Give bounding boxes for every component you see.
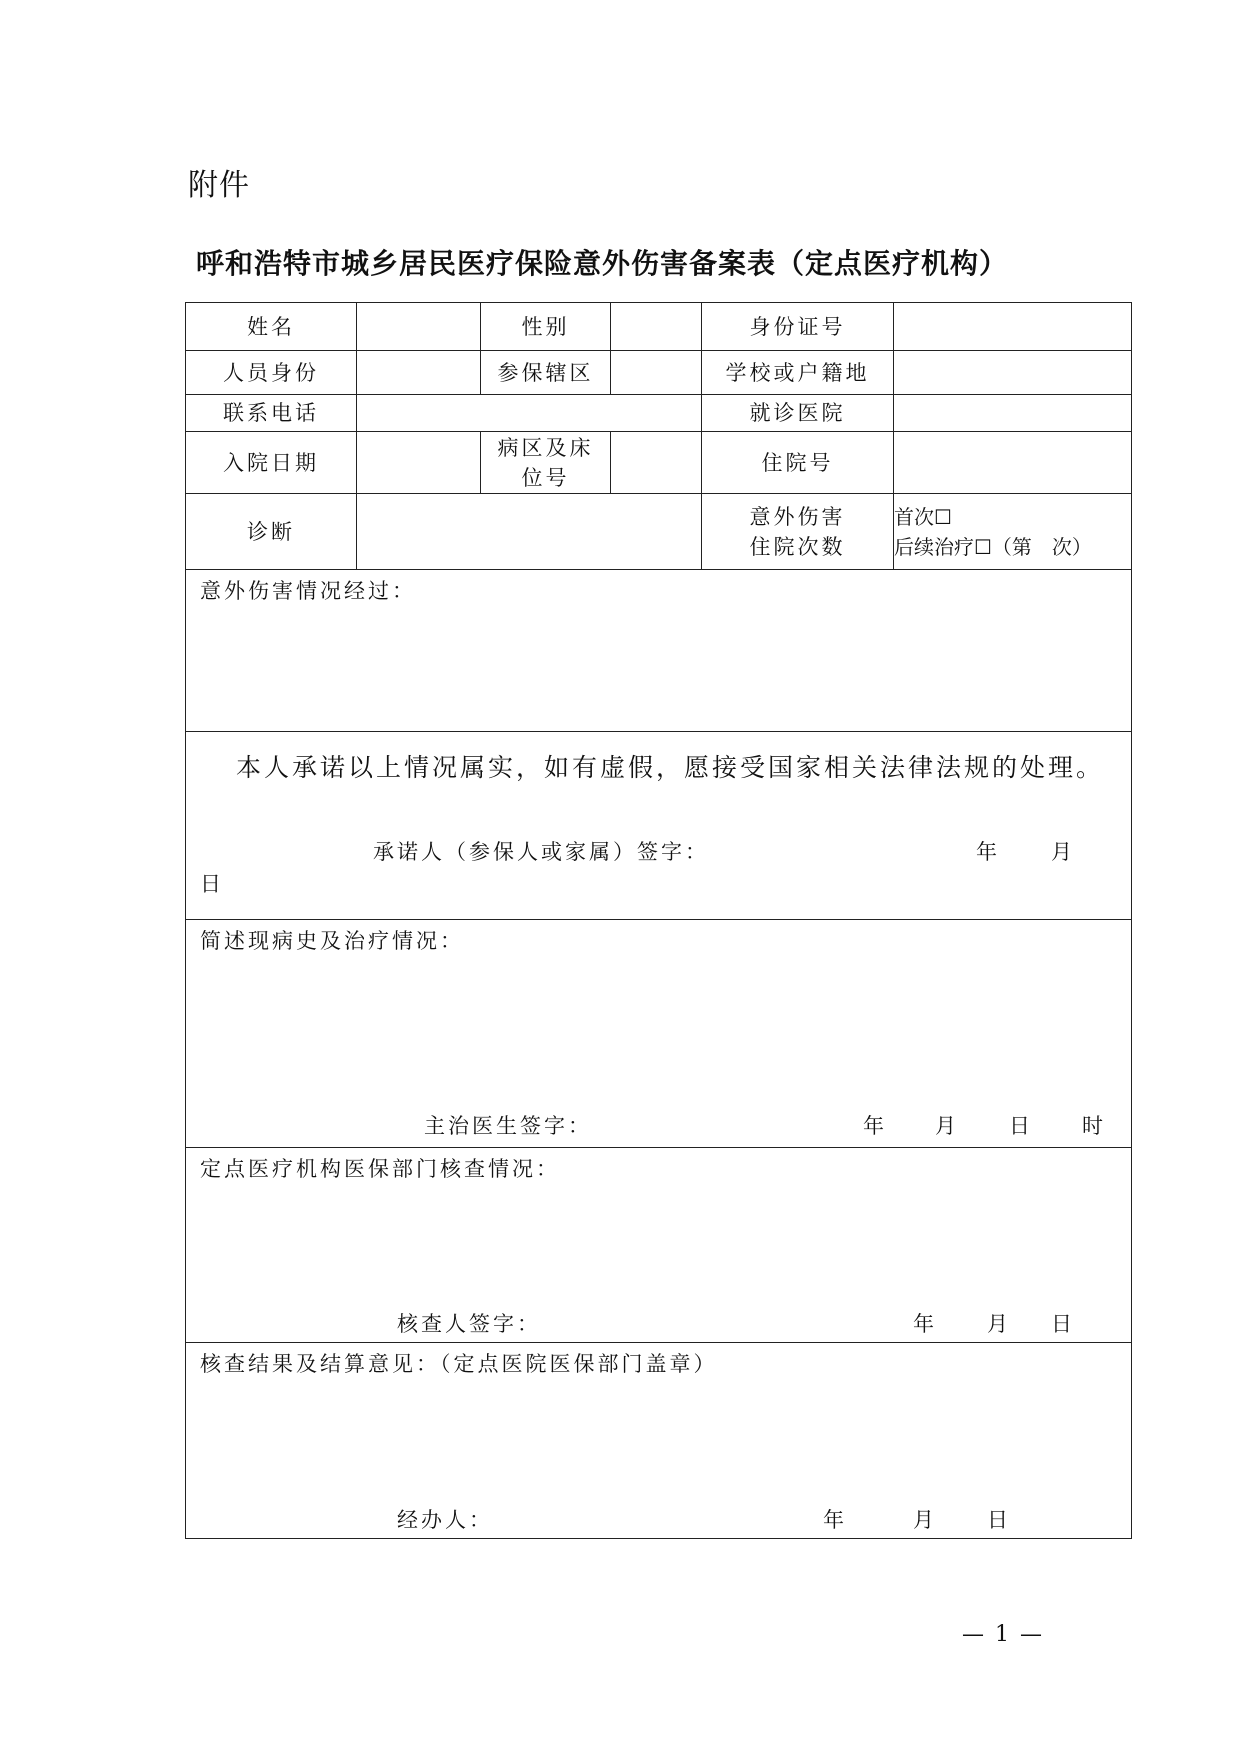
promise-text: 本人承诺以上情况属实，如有虚假，愿接受国家相关法律法规的处理。 <box>236 753 1105 782</box>
review-date-month: 月 <box>987 1312 1008 1336</box>
region-label: 参保辖区 <box>481 351 611 395</box>
region-field[interactable] <box>611 351 702 395</box>
injury-section[interactable] <box>186 570 1132 732</box>
count-label-line2: 住院次数 <box>749 534 846 559</box>
hospitalization-count-label <box>702 494 894 570</box>
admission-date-label: 入院日期 <box>186 432 357 494</box>
name-field[interactable] <box>357 303 481 351</box>
handler-signature-label: 经办人： <box>397 1508 493 1532</box>
page-number: — 1 — <box>962 1622 1044 1647</box>
id-number-label: 身份证号 <box>702 303 894 351</box>
history-section-label: 简述现病史及治疗情况： <box>200 929 464 953</box>
identity-field[interactable] <box>357 351 481 395</box>
review-section-label: 定点医疗机构医保部门核查情况： <box>200 1157 560 1181</box>
result-section-label: 核查结果及结算意见：（定点医院医保部门盖章） <box>200 1352 718 1376</box>
name-label: 姓名 <box>186 303 357 351</box>
doctor-date-day: 日 <box>1009 1114 1030 1138</box>
attachment-label: 附件 <box>188 168 250 203</box>
follow-up-checkbox[interactable]: 后续治疗☐（第 次） <box>894 534 1092 559</box>
ward-bed-label-line1: 病区及床 <box>497 435 594 460</box>
ward-bed-field[interactable] <box>611 432 702 494</box>
result-section[interactable] <box>186 1343 1132 1539</box>
hospitalization-count-options <box>894 494 1132 570</box>
doctor-date-hour: 时 <box>1082 1114 1103 1138</box>
promise-date-day: 日 <box>200 872 221 896</box>
result-date-day: 日 <box>987 1508 1008 1532</box>
promiser-signature-label: 承诺人（参保人或家属）签字： <box>373 840 709 864</box>
ward-bed-label <box>481 432 611 494</box>
phone-label: 联系电话 <box>186 395 357 432</box>
result-date-month: 月 <box>913 1508 934 1532</box>
hospital-label: 就诊医院 <box>702 395 894 432</box>
gender-label: 性别 <box>481 303 611 351</box>
review-section[interactable] <box>186 1148 1132 1343</box>
diagnosis-label: 诊断 <box>186 494 357 570</box>
doctor-date-month: 月 <box>935 1114 956 1138</box>
reviewer-signature-label: 核查人签字： <box>397 1312 541 1336</box>
id-number-field[interactable] <box>894 303 1132 351</box>
form-title: 呼和浩特市城乡居民医疗保险意外伤害备案表（定点医疗机构） <box>196 247 1009 280</box>
school-label: 学校或户籍地 <box>702 351 894 395</box>
inpatient-no-field[interactable] <box>894 432 1132 494</box>
review-date-year: 年 <box>913 1312 934 1336</box>
doctor-date-year: 年 <box>863 1114 884 1138</box>
first-time-checkbox[interactable]: 首次☐ <box>894 504 952 529</box>
ward-bed-label-line2: 位号 <box>521 465 570 490</box>
identity-label: 人员身份 <box>186 351 357 395</box>
promise-section <box>186 732 1132 920</box>
result-date-year: 年 <box>823 1508 844 1532</box>
injury-section-label: 意外伤害情况经过： <box>200 579 416 603</box>
doctor-signature-label: 主治医生签字： <box>424 1114 592 1138</box>
admission-date-field[interactable] <box>357 432 481 494</box>
registration-form-table <box>185 302 1132 1539</box>
promise-date-month: 月 <box>1051 840 1072 864</box>
school-field[interactable] <box>894 351 1132 395</box>
hospital-field[interactable] <box>894 395 1132 432</box>
inpatient-no-label: 住院号 <box>702 432 894 494</box>
count-label-line1: 意外伤害 <box>749 504 846 529</box>
history-section[interactable] <box>186 920 1132 1148</box>
review-date-day: 日 <box>1051 1312 1072 1336</box>
phone-field[interactable] <box>357 395 702 432</box>
promise-date-year: 年 <box>976 840 997 864</box>
gender-field[interactable] <box>611 303 702 351</box>
diagnosis-field[interactable] <box>357 494 702 570</box>
